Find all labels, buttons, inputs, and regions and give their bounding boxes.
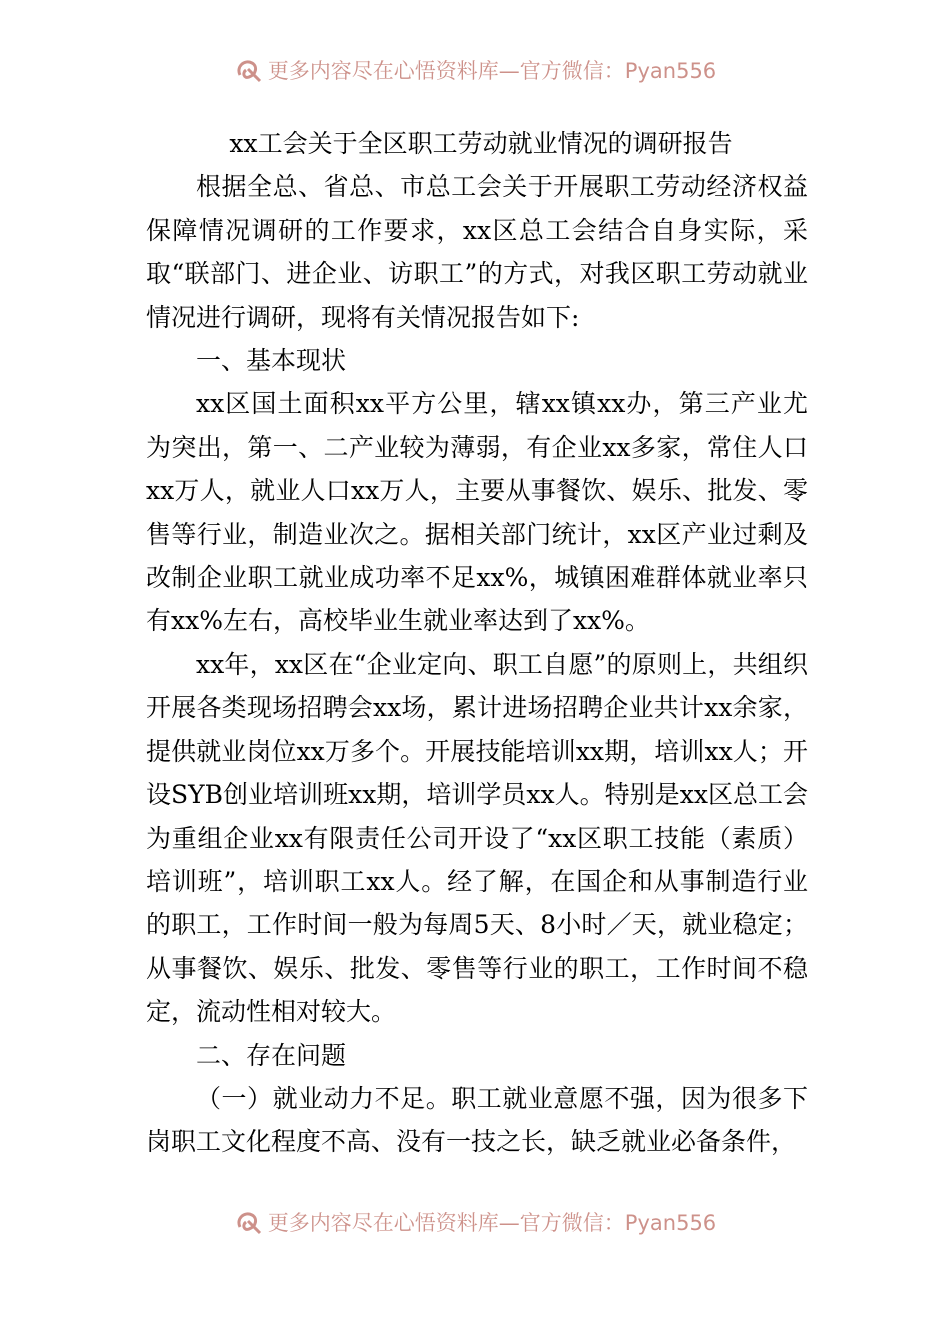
watermark-text: 更多内容尽在心悟资料库—官方微信：Pyan556 — [267, 59, 717, 83]
logo-icon — [234, 1207, 264, 1237]
paragraph-status-2: xx年，xx区在“企业定向、职工自愿”的原则上，共组织开展各类现场招聘会xx场，累计进场招聘企业共计xx余家，提供就业岗位xx万多个。开展技能培训xx期，培训xx人；开设SYB创业培训班xx期，培训学员xx人。特别是xx区总工会为重组企业xx有限责任公司开设了“xx区职工技能（素质）培训班”，培训职工xx人。经了解，在国企和从事制造行业的职工，工作时间一般为每周5天、8小时／天，就业稳定；从事餐饮、娱乐、批发、零售等行业的职工，工作时间不稳定，流动性相对较大。 — [146, 649, 808, 1027]
logo-icon — [234, 55, 264, 85]
section-heading-1: 一、基本现状 — [196, 346, 347, 376]
paragraph-status-1: xx区国土面积xx平方公里，辖xx镇xx办，第三产业尤为突出，第一、二产业较为薄弱，有企业xx多家，常住人口xx万人，就业人口xx万人，主要从事餐饮、娱乐、批发、零售等行业，制造业次之。据相关部门统计，xx区产业过剩及改制企业职工就业成功率不足xx%，城镇困难群体就业率只有xx%左右，高校毕业生就业率达到了xx%。 — [146, 389, 808, 636]
document-body — [146, 122, 808, 1164]
watermark-header — [0, 50, 950, 90]
section-heading-2: 二、存在问题 — [196, 1040, 347, 1070]
watermark-footer — [0, 1202, 950, 1242]
document-title: xx工会关于全区职工劳动就业情况的调研报告 — [229, 129, 733, 158]
watermark-text: 更多内容尽在心悟资料库—官方微信：Pyan556 — [267, 1211, 717, 1235]
paragraph-intro: 根据全总、省总、市总工会关于开展职工劳动经济权益保障情况调研的工作要求，xx区总工会结合自身实际，采取“联部门、进企业、访职工”的方式，对我区职工劳动就业情况进行调研，现将有关情况报告如下: — [146, 172, 808, 332]
paragraph-problem-1: （一）就业动力不足。职工就业意愿不强，因为很多下岗职工文化程度不高、没有一技之长，缺乏就业必备条件， — [146, 1083, 808, 1157]
